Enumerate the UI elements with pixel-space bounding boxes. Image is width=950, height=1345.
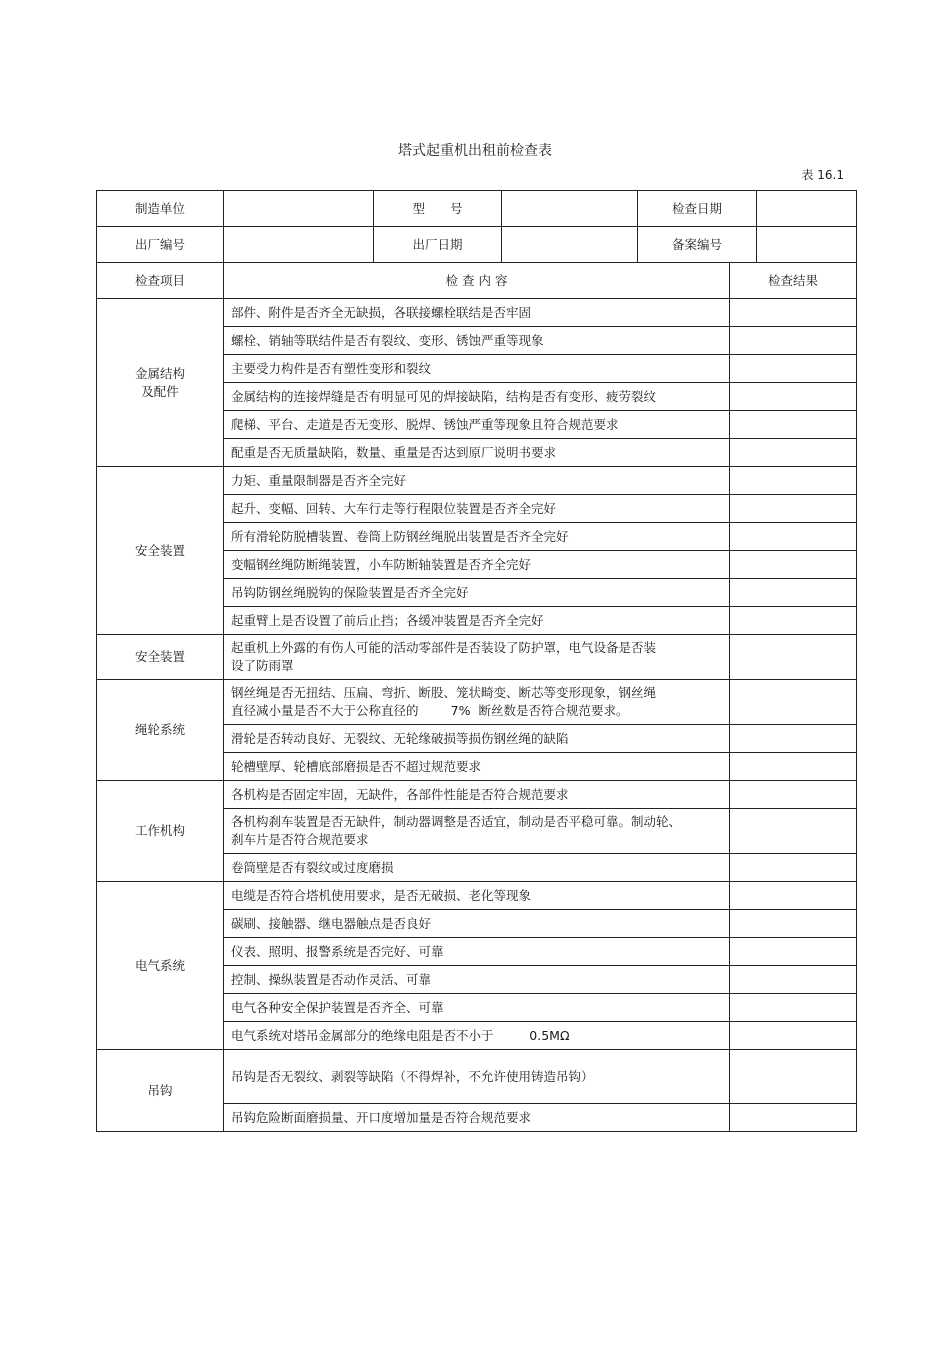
check-item — [224, 809, 730, 854]
result-cell[interactable] — [730, 495, 857, 523]
section-label: 绳轮系统 — [97, 680, 224, 781]
serial-number-label: 出厂编号 — [97, 227, 224, 263]
record-number-value[interactable] — [757, 227, 857, 263]
check-item: 控制、操纵装置是否动作灵活、可靠 — [224, 966, 730, 994]
result-cell[interactable] — [730, 383, 857, 411]
check-item: 滑轮是否转动良好、无裂纹、无轮缘破损等损伤钢丝绳的缺陷 — [224, 725, 730, 753]
manufacturer-value[interactable] — [224, 191, 374, 227]
check-item-line: 设了防雨罩 — [231, 658, 294, 673]
table-number: 表 16.1 — [801, 168, 844, 182]
check-item — [224, 680, 730, 725]
check-item-value: 7% — [450, 703, 471, 718]
check-item: 吊钩防钢丝绳脱钩的保险装置是否齐全完好 — [224, 579, 730, 607]
check-item: 起升、变幅、回转、大车行走等行程限位装置是否齐全完好 — [224, 495, 730, 523]
model-label: 型 号 — [374, 191, 502, 227]
serial-number-value[interactable] — [224, 227, 374, 263]
result-cell[interactable] — [730, 327, 857, 355]
check-item: 爬梯、平台、走道是否无变形、脱焊、锈蚀严重等现象且符合规范要求 — [224, 411, 730, 439]
result-cell[interactable] — [730, 1050, 857, 1104]
check-item: 卷筒壁是否有裂纹或过度磨损 — [224, 854, 730, 882]
section-label: 工作机构 — [97, 781, 224, 882]
check-item: 力矩、重量限制器是否齐全完好 — [224, 467, 730, 495]
check-item: 吊钩危险断面磨损量、开口度增加量是否符合规范要求 — [224, 1104, 730, 1132]
section-label: 电气系统 — [97, 882, 224, 1050]
header-row-2 — [97, 227, 857, 263]
check-item: 配重是否无质量缺陷，数量、重量是否达到原厂说明书要求 — [224, 439, 730, 467]
record-number-label: 备案编号 — [638, 227, 757, 263]
section-label: 安全装置 — [97, 467, 224, 635]
result-cell[interactable] — [730, 781, 857, 809]
result-cell[interactable] — [730, 1104, 857, 1132]
check-item: 金属结构的连接焊缝是否有明显可见的焊接缺陷，结构是否有变形、疲劳裂纹 — [224, 383, 730, 411]
result-cell[interactable] — [730, 994, 857, 1022]
check-item-text: 电气系统对塔吊金属部分的绝缘电阻是否不小于 — [231, 1027, 494, 1043]
result-cell[interactable] — [730, 551, 857, 579]
section-label-line: 及配件 — [141, 383, 179, 399]
check-item: 部件、附件是否齐全无缺损，各联接螺栓联结是否牢固 — [224, 299, 730, 327]
result-cell[interactable] — [730, 467, 857, 495]
result-cell[interactable] — [730, 882, 857, 910]
check-item: 吊钩是否无裂纹、剥裂等缺陷（不得焊补，不允许使用铸造吊钩） — [224, 1050, 730, 1104]
table-row — [97, 781, 857, 809]
model-value[interactable] — [502, 191, 638, 227]
result-cell[interactable] — [730, 753, 857, 781]
check-item: 电气各种安全保护装置是否齐全、可靠 — [224, 994, 730, 1022]
check-item-line: 刹车片是否符合规范要求 — [231, 832, 369, 847]
table-row — [97, 299, 857, 327]
table-row — [97, 467, 857, 495]
result-cell[interactable] — [730, 607, 857, 635]
check-item-text: 断丝数是否符合规范要求。 — [478, 703, 629, 718]
column-header-row — [97, 263, 857, 299]
table-row — [97, 882, 857, 910]
table-row — [97, 680, 857, 725]
result-cell[interactable] — [730, 938, 857, 966]
section-label — [97, 299, 224, 467]
check-item-text: 直径减小量是否不大于公称直径的 — [231, 703, 419, 718]
check-item: 仪表、照明、报警系统是否完好、可靠 — [224, 938, 730, 966]
check-item-value: 0.5MΩ — [529, 1027, 570, 1043]
result-cell[interactable] — [730, 299, 857, 327]
result-cell[interactable] — [730, 966, 857, 994]
result-cell[interactable] — [730, 854, 857, 882]
check-item — [224, 1022, 730, 1050]
check-item-line: 钢丝绳是否无扭结、压扁、弯折、断股、笼状畸变、断芯等变形现象，钢丝绳 — [231, 685, 657, 700]
column-header-item: 检查项目 — [97, 263, 224, 299]
inspection-table — [96, 190, 857, 1132]
result-cell[interactable] — [730, 725, 857, 753]
check-item: 主要受力构件是否有塑性变形和裂纹 — [224, 355, 730, 383]
section-label-line: 金属结构 — [134, 365, 185, 381]
manufacturer-label: 制造单位 — [97, 191, 224, 227]
check-item: 起重臂上是否设置了前后止挡；各缓冲装置是否齐全完好 — [224, 607, 730, 635]
inspection-date-label: 检查日期 — [638, 191, 757, 227]
check-item: 螺栓、销轴等联结件是否有裂纹、变形、锈蚀严重等现象 — [224, 327, 730, 355]
result-cell[interactable] — [730, 523, 857, 551]
manufacture-date-value[interactable] — [502, 227, 638, 263]
section-label: 吊钩 — [97, 1050, 224, 1132]
result-cell[interactable] — [730, 809, 857, 854]
result-cell[interactable] — [730, 411, 857, 439]
manufacture-date-label: 出厂日期 — [374, 227, 502, 263]
result-cell[interactable] — [730, 355, 857, 383]
section-label: 安全装置 — [97, 635, 224, 680]
check-item: 变幅钢丝绳防断绳装置，小车防断轴装置是否齐全完好 — [224, 551, 730, 579]
check-item — [224, 635, 730, 680]
check-item-line — [231, 702, 722, 720]
column-header-result: 检查结果 — [730, 263, 857, 299]
check-item: 电缆是否符合塔机使用要求，是否无破损、老化等现象 — [224, 882, 730, 910]
page-title: 塔式起重机出租前检查表 — [398, 143, 552, 159]
check-item: 所有滑轮防脱槽装置、卷筒上防钢丝绳脱出装置是否齐全完好 — [224, 523, 730, 551]
result-cell[interactable] — [730, 635, 857, 680]
check-item: 轮槽壁厚、轮槽底部磨损是否不超过规范要求 — [224, 753, 730, 781]
inspection-date-value[interactable] — [757, 191, 857, 227]
check-item-line: 起重机上外露的有伤人可能的活动零部件是否装设了防护罩，电气设备是否装 — [231, 640, 657, 655]
result-cell[interactable] — [730, 910, 857, 938]
result-cell[interactable] — [730, 579, 857, 607]
result-cell[interactable] — [730, 439, 857, 467]
result-cell[interactable] — [730, 1022, 857, 1050]
column-header-content: 检 查 内 容 — [224, 263, 730, 299]
check-item: 碳刷、接触器、继电器触点是否良好 — [224, 910, 730, 938]
check-item-line: 各机构刹车装置是否无缺件，制动器调整是否适宜，制动是否平稳可靠。制动轮、 — [231, 814, 682, 829]
check-item: 各机构是否固定牢固，无缺件，各部件性能是否符合规范要求 — [224, 781, 730, 809]
table-row — [97, 635, 857, 680]
result-cell[interactable] — [730, 680, 857, 725]
header-row-1 — [97, 191, 857, 227]
table-row — [97, 1050, 857, 1104]
